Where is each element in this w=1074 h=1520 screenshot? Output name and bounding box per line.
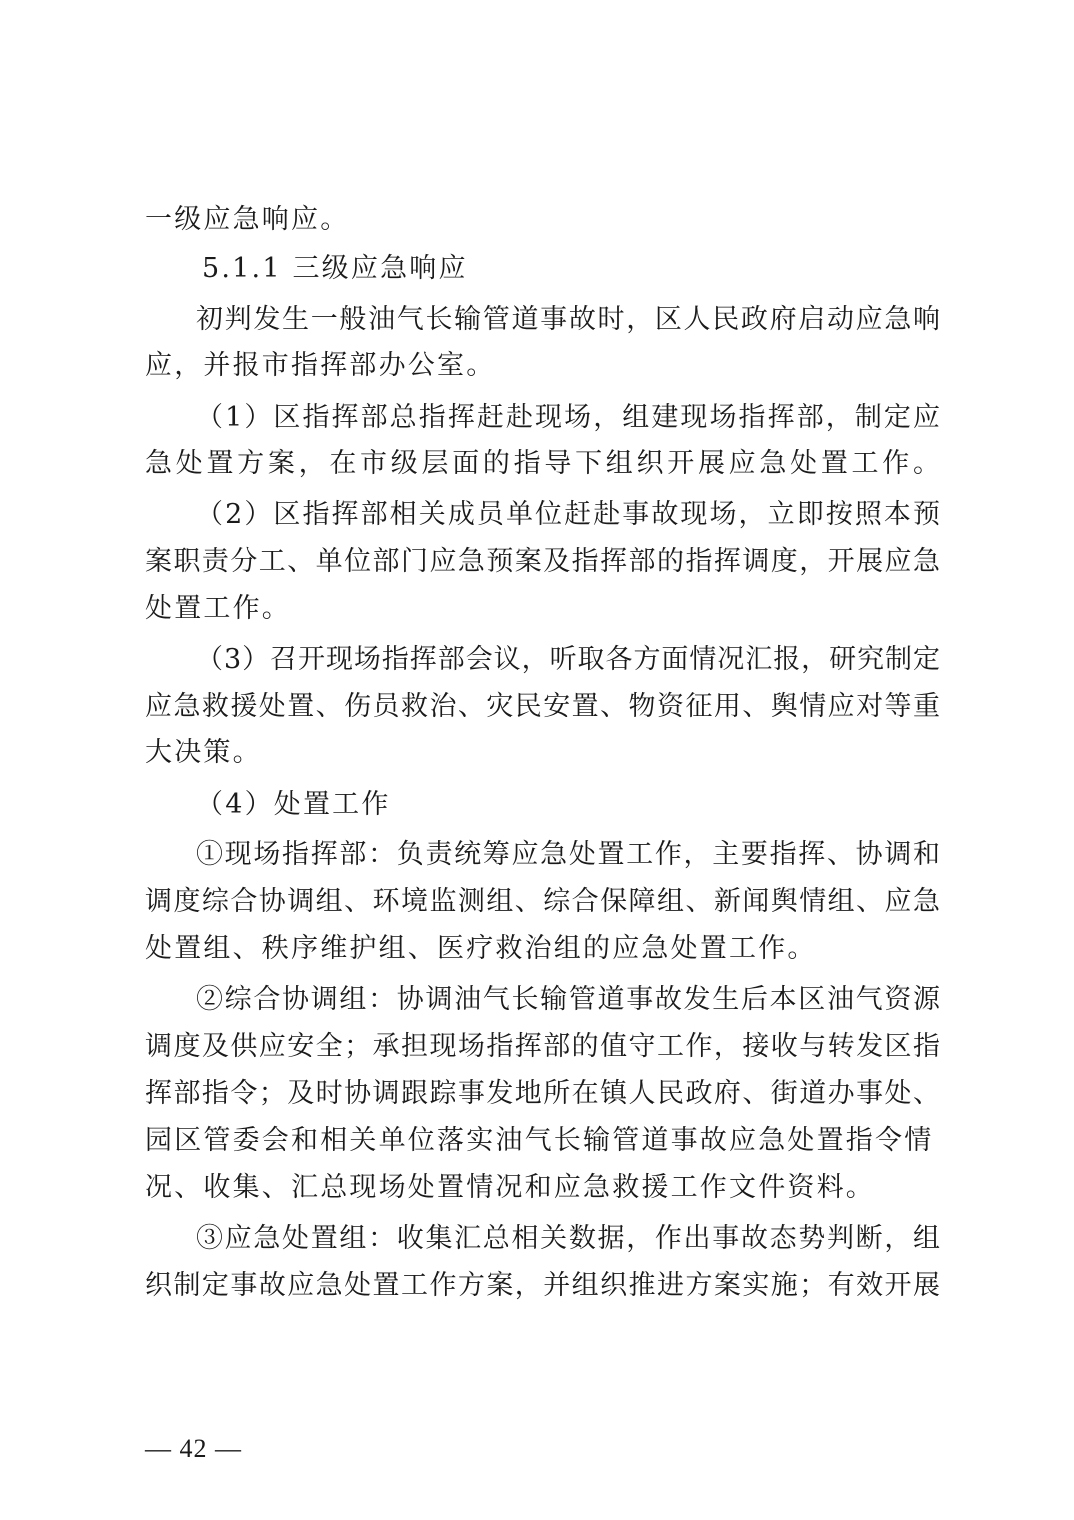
text-line: （3）召开现场指挥部会议，听取各方面情况汇报，研究制定 — [196, 644, 940, 675]
text-line: 应，并报市指挥部办公室。 — [145, 350, 496, 381]
text-line: 织制定事故应急处置工作方案，并组织推进方案实施；有效开展 — [145, 1270, 940, 1301]
text-line: （4）处置工作 — [196, 789, 391, 820]
text-line: ②综合协调组：协调油气长输管道事故发生后本区油气资源 — [196, 984, 940, 1015]
text-line: 应急救援处置、伤员救治、灾民安置、物资征用、舆情应对等重 — [145, 691, 940, 722]
text-line: 一级应急响应。 — [145, 204, 350, 235]
text-line: 急处置方案，在市级层面的指导下组织开展应急处置工作。 — [145, 448, 940, 479]
section-heading: 5.1.1 三级应急响应 — [202, 253, 468, 284]
text-line: 况、收集、汇总现场处置情况和应急救援工作文件资料。 — [145, 1172, 875, 1203]
text-line: 初判发生一般油气长输管道事故时，区人民政府启动应急响 — [196, 304, 940, 335]
text-line: 处置组、秩序维护组、医疗救治组的应急处置工作。 — [145, 933, 817, 964]
page-number: — 42 — — [145, 1434, 242, 1463]
text-line: ③应急处置组：收集汇总相关数据，作出事故态势判断，组 — [196, 1223, 940, 1254]
text-line: 调度及供应安全；承担现场指挥部的值守工作，接收与转发区指 — [145, 1031, 940, 1062]
text-line: 大决策。 — [145, 737, 262, 768]
text-line: ①现场指挥部：负责统筹应急处置工作，主要指挥、协调和 — [196, 839, 940, 870]
text-line: 处置工作。 — [145, 593, 291, 624]
text-line: 挥部指令；及时协调跟踪事发地所在镇人民政府、街道办事处、 — [145, 1078, 940, 1109]
text-line: 园区管委会和相关单位落实油气长输管道事故应急处置指令情 — [145, 1125, 934, 1156]
text-line: （2）区指挥部相关成员单位赶赴事故现场，立即按照本预 — [196, 499, 940, 530]
text-line: 案职责分工、单位部门应急预案及指挥部的指挥调度，开展应急 — [145, 546, 940, 577]
text-line: 调度综合协调组、环境监测组、综合保障组、新闻舆情组、应急 — [145, 886, 940, 917]
text-line: （1）区指挥部总指挥赶赴现场，组建现场指挥部，制定应 — [196, 402, 940, 433]
